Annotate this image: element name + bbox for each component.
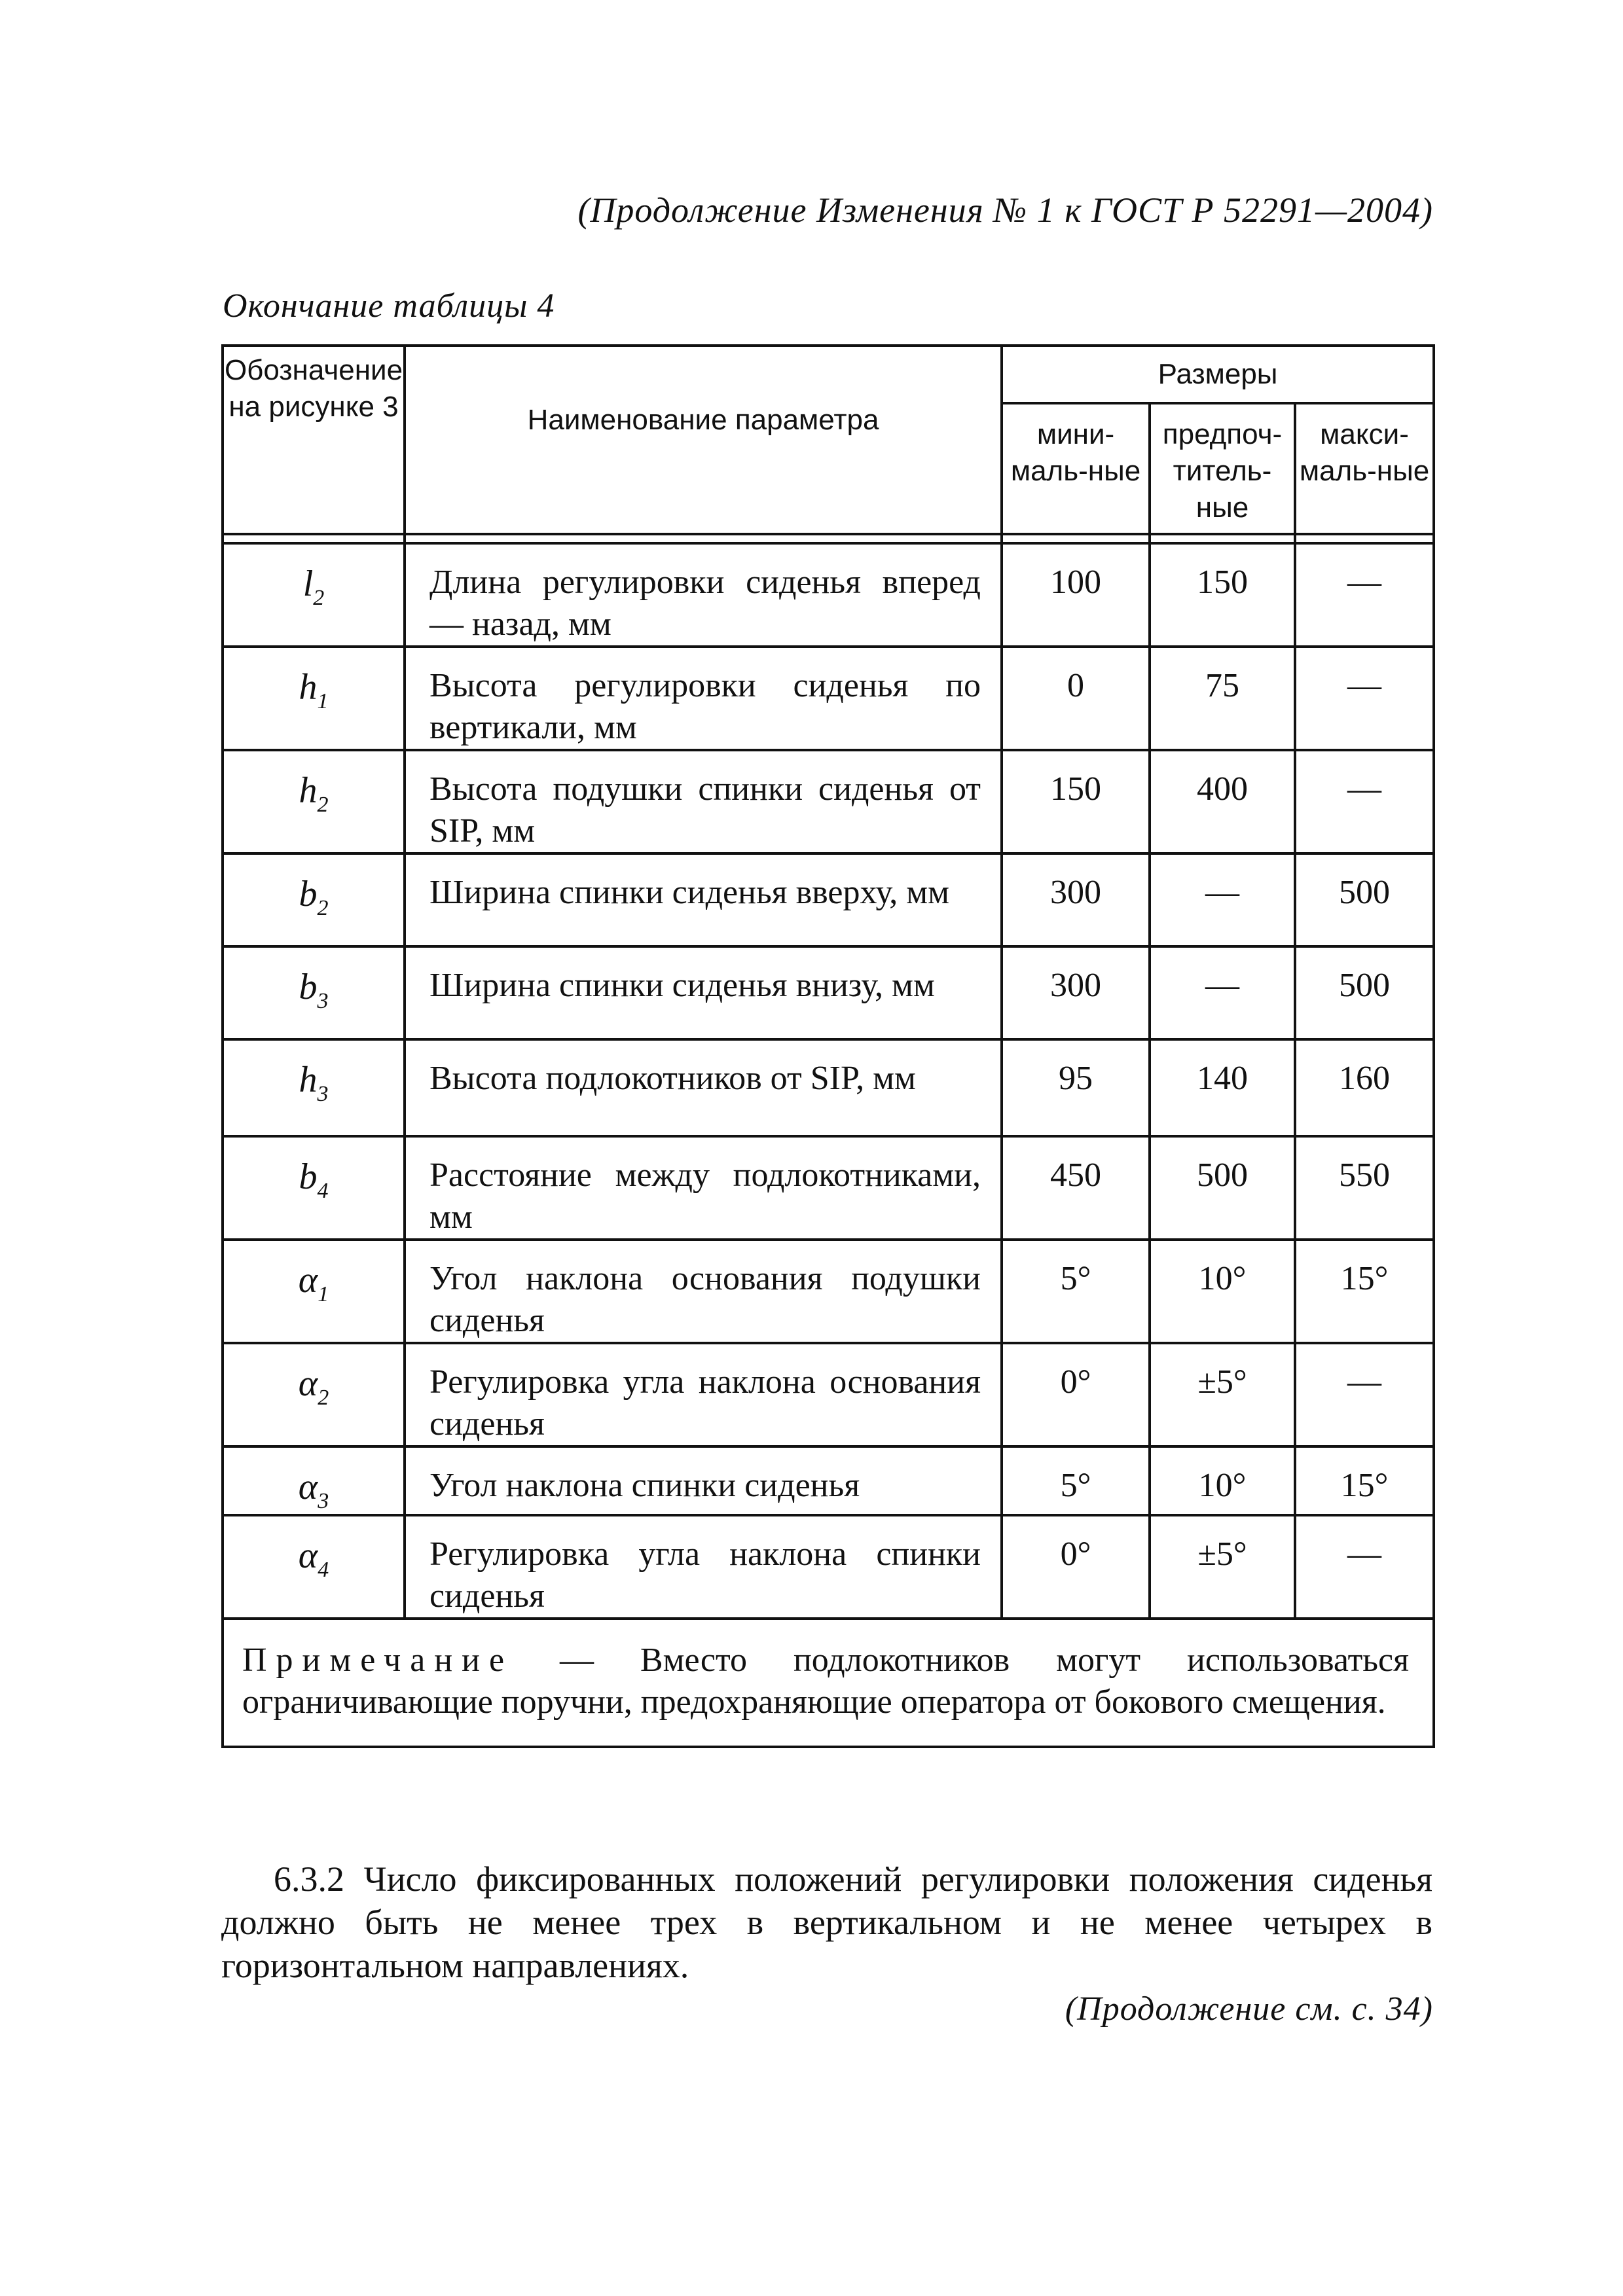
symbol-letter: l bbox=[302, 564, 314, 604]
value-max: — bbox=[1295, 750, 1434, 853]
symbol-letter: h bbox=[299, 1060, 318, 1100]
parameter-symbol bbox=[223, 1240, 405, 1343]
symbol-subscript: 1 bbox=[317, 689, 329, 713]
parameter-name: Высота регулировки сиденья по вертикали, мм bbox=[405, 647, 1002, 750]
value-preferred: 10° bbox=[1150, 1446, 1295, 1515]
symbol-letter: α bbox=[298, 1260, 318, 1300]
value-max: — bbox=[1295, 543, 1434, 647]
table-row bbox=[223, 1039, 1434, 1136]
value-min: 300 bbox=[1002, 853, 1150, 946]
parameter-name: Ширина спинки сиденья вверху, мм bbox=[405, 853, 1002, 946]
parameter-symbol bbox=[223, 647, 405, 750]
parameter-name: Высота подлокотников от SIP, мм bbox=[405, 1039, 1002, 1136]
value-preferred: — bbox=[1150, 946, 1295, 1039]
value-preferred: 140 bbox=[1150, 1039, 1295, 1136]
parameter-symbol bbox=[223, 750, 405, 853]
table-row bbox=[223, 647, 1434, 750]
parameter-name: Высота подушки спинки сиденья от SIP, мм bbox=[405, 750, 1002, 853]
table-caption: Окончание таблицы 4 bbox=[223, 287, 555, 325]
header-parameter-name: Наименование параметра bbox=[405, 346, 1002, 534]
table-row bbox=[223, 543, 1434, 647]
parameter-name: Угол наклона спинки сиденья bbox=[405, 1446, 1002, 1515]
symbol-subscript: 2 bbox=[317, 896, 329, 920]
header-preferred: предпоч-титель-ные bbox=[1150, 403, 1295, 534]
symbol-letter: α bbox=[298, 1363, 318, 1404]
parameter-symbol bbox=[223, 1515, 405, 1619]
value-min: 150 bbox=[1002, 750, 1150, 853]
table-row bbox=[223, 1240, 1434, 1343]
symbol-letter: h bbox=[299, 667, 318, 708]
page-footer: (Продолжение см. с. 34) bbox=[1065, 1990, 1433, 2028]
symbol-letter: α bbox=[298, 1467, 318, 1507]
table-row bbox=[223, 1446, 1434, 1515]
value-preferred: — bbox=[1150, 853, 1295, 946]
value-max: 15° bbox=[1295, 1446, 1434, 1515]
value-preferred: 500 bbox=[1150, 1136, 1295, 1240]
page-header: (Продолжение Изменения № 1 к ГОСТ Р 52291—2004) bbox=[577, 190, 1433, 230]
parameter-name: Ширина спинки сиденья внизу, мм bbox=[405, 946, 1002, 1039]
value-min: 5° bbox=[1002, 1240, 1150, 1343]
parameter-symbol bbox=[223, 946, 405, 1039]
parameter-name: Расстояние между подлокотниками, мм bbox=[405, 1136, 1002, 1240]
parameter-name: Угол наклона основания подушки сиденья bbox=[405, 1240, 1002, 1343]
header-min: мини-маль-ные bbox=[1002, 403, 1150, 534]
parameter-symbol bbox=[223, 1039, 405, 1136]
header-sizes: Размеры bbox=[1002, 346, 1434, 403]
value-preferred: 10° bbox=[1150, 1240, 1295, 1343]
note-label: Примечание bbox=[242, 1641, 514, 1679]
value-max: 500 bbox=[1295, 946, 1434, 1039]
parameter-symbol bbox=[223, 1446, 405, 1515]
table-row bbox=[223, 750, 1434, 853]
note-row bbox=[223, 1619, 1434, 1747]
parameter-symbol bbox=[223, 1136, 405, 1240]
parameter-symbol bbox=[223, 543, 405, 647]
symbol-letter: b bbox=[299, 1157, 318, 1197]
value-max: — bbox=[1295, 1343, 1434, 1446]
symbol-letter: α bbox=[298, 1535, 318, 1576]
table-row bbox=[223, 946, 1434, 1039]
value-preferred: 75 bbox=[1150, 647, 1295, 750]
value-min: 0° bbox=[1002, 1343, 1150, 1446]
parameters-table bbox=[221, 344, 1435, 1748]
value-preferred: ±5° bbox=[1150, 1515, 1295, 1619]
value-max: 550 bbox=[1295, 1136, 1434, 1240]
value-preferred: ±5° bbox=[1150, 1343, 1295, 1446]
value-max: — bbox=[1295, 1515, 1434, 1619]
symbol-letter: h bbox=[299, 770, 318, 811]
value-min: 5° bbox=[1002, 1446, 1150, 1515]
value-min: 100 bbox=[1002, 543, 1150, 647]
table-row bbox=[223, 853, 1434, 946]
parameter-name: Длина регулировки сиденья вперед — назад, мм bbox=[405, 543, 1002, 647]
value-max: 160 bbox=[1295, 1039, 1434, 1136]
value-max: 500 bbox=[1295, 853, 1434, 946]
header-separator bbox=[223, 534, 1434, 543]
symbol-subscript: 3 bbox=[318, 1489, 329, 1513]
value-max: — bbox=[1295, 647, 1434, 750]
parameter-symbol bbox=[223, 1343, 405, 1446]
table-row bbox=[223, 1515, 1434, 1619]
value-min: 0° bbox=[1002, 1515, 1150, 1619]
symbol-subscript: 2 bbox=[317, 793, 329, 817]
clause-6-3-2: 6.3.2 Число фиксированных положений регулировки положения сиденья должно быть не менее трех в вертикальном и не менее четырех в горизонтальном направлениях. bbox=[221, 1859, 1432, 1985]
value-min: 95 bbox=[1002, 1039, 1150, 1136]
table-row bbox=[223, 1136, 1434, 1240]
symbol-subscript: 4 bbox=[318, 1558, 329, 1582]
table-note bbox=[223, 1619, 1434, 1747]
symbol-subscript: 3 bbox=[317, 989, 329, 1013]
symbol-subscript: 2 bbox=[318, 1386, 329, 1410]
symbol-subscript: 2 bbox=[313, 586, 325, 610]
header-max: макси-маль-ные bbox=[1295, 403, 1434, 534]
header-designation: Обозначение на рисунке 3 bbox=[223, 346, 405, 534]
parameter-symbol bbox=[223, 853, 405, 946]
table-row bbox=[223, 1343, 1434, 1446]
symbol-letter: b bbox=[299, 967, 318, 1007]
value-preferred: 150 bbox=[1150, 543, 1295, 647]
parameter-name: Регулировка угла наклона основания сиденья bbox=[405, 1343, 1002, 1446]
symbol-subscript: 1 bbox=[318, 1282, 329, 1306]
value-max: 15° bbox=[1295, 1240, 1434, 1343]
symbol-letter: b bbox=[299, 874, 318, 914]
symbol-subscript: 3 bbox=[317, 1082, 329, 1106]
value-preferred: 400 bbox=[1150, 750, 1295, 853]
value-min: 450 bbox=[1002, 1136, 1150, 1240]
value-min: 0 bbox=[1002, 647, 1150, 750]
note-text: — Вместо подлокотников могут использоваться ограничивающие поручни, предохраняющие оператора от бокового смещения. bbox=[242, 1641, 1410, 1721]
parameter-name: Регулировка угла наклона спинки сиденья bbox=[405, 1515, 1002, 1619]
value-min: 300 bbox=[1002, 946, 1150, 1039]
symbol-subscript: 4 bbox=[317, 1179, 329, 1203]
